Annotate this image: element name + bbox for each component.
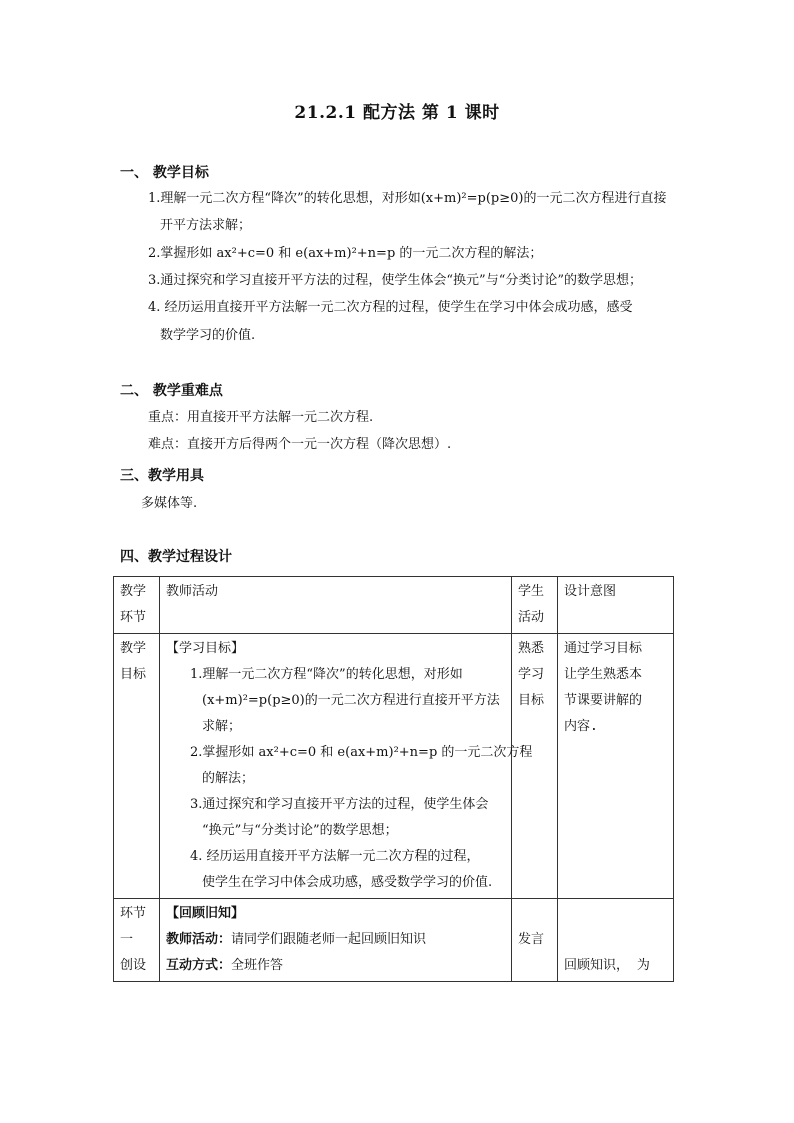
row1-teacher: 【学习目标】 1.理解一元二次方程“降次”的转化思想，对形如 (x+m)²=p(p≥0)的一元二次方程进行直接开平方法 求解； 2.掌握形如 ax²+c=0 和 e(ax+m)²+n=p 的一元二次方程 的解法； 3.通过探究和学习直接开平方法的过程，使学生体会 “换元”与“分类讨论”的数学思想； 4. 经历运用直接开平方法解一元二次方程的过程， 使学生在学习中体会成功感，感受数学学习的价值. <box>160 634 512 899</box>
row2-teacher: 【回顾旧知】 教师活动：请同学们跟随老师一起回顾旧知识 互动方式：全班作答 <box>160 899 512 982</box>
table-row <box>114 634 674 899</box>
row1-student: 熟悉 学习 目标 <box>512 634 558 899</box>
row1-intent: 通过学习目标 让学生熟悉本 节课要讲解的 内容. <box>558 634 674 899</box>
table-row <box>114 899 674 982</box>
goal-line: 开平方法求解； <box>160 218 252 233</box>
header-teacher: 教师活动 <box>160 577 512 634</box>
header-intent: 设计意图 <box>558 577 674 634</box>
section-heading-tools: 三、教学用具 <box>120 468 204 484</box>
tools-line: 多媒体等. <box>141 496 198 511</box>
row1-stage: 教学 目标 <box>114 634 160 899</box>
process-table <box>113 576 674 982</box>
key-point-line: 难点：直接开方后得两个一元一次方程（降次思想）. <box>148 437 452 452</box>
section-heading-key-points: 二、 教学重难点 <box>120 383 223 399</box>
key-point-line: 重点：用直接开平方法解一元二次方程. <box>148 410 374 425</box>
goal-line: 数学学习的价值. <box>160 328 256 343</box>
goal-line: 4. 经历运用直接开平方法解一元二次方程的过程，使学生在学习中体会成功感，感受 <box>148 300 633 315</box>
row2-student: 发言 <box>512 899 558 982</box>
page-title: 21.2.1 配方法 第 1 课时 <box>294 103 500 123</box>
header-student: 学生 活动 <box>512 577 558 634</box>
row2-intent: 回顾知识， 为 <box>558 899 674 982</box>
goal-line: 2.掌握形如 ax²+c=0 和 e(ax+m)²+n=p 的一元二次方程的解法； <box>148 246 543 261</box>
goal-line: 3.通过探究和学习直接开平方法的过程，使学生体会“换元”与“分类讨论”的数学思想； <box>148 273 642 288</box>
header-stage: 教学 环节 <box>114 577 160 634</box>
section-heading-goals: 一、 教学目标 <box>120 165 209 181</box>
row2-stage: 环节 一 创设 <box>114 899 160 982</box>
goal-line: 1.理解一元二次方程“降次”的转化思想，对形如(x+m)²=p(p≥0)的一元二次方程进行直接 <box>148 191 667 206</box>
section-heading-process: 四、教学过程设计 <box>120 549 232 565</box>
table-header-row <box>114 577 674 634</box>
